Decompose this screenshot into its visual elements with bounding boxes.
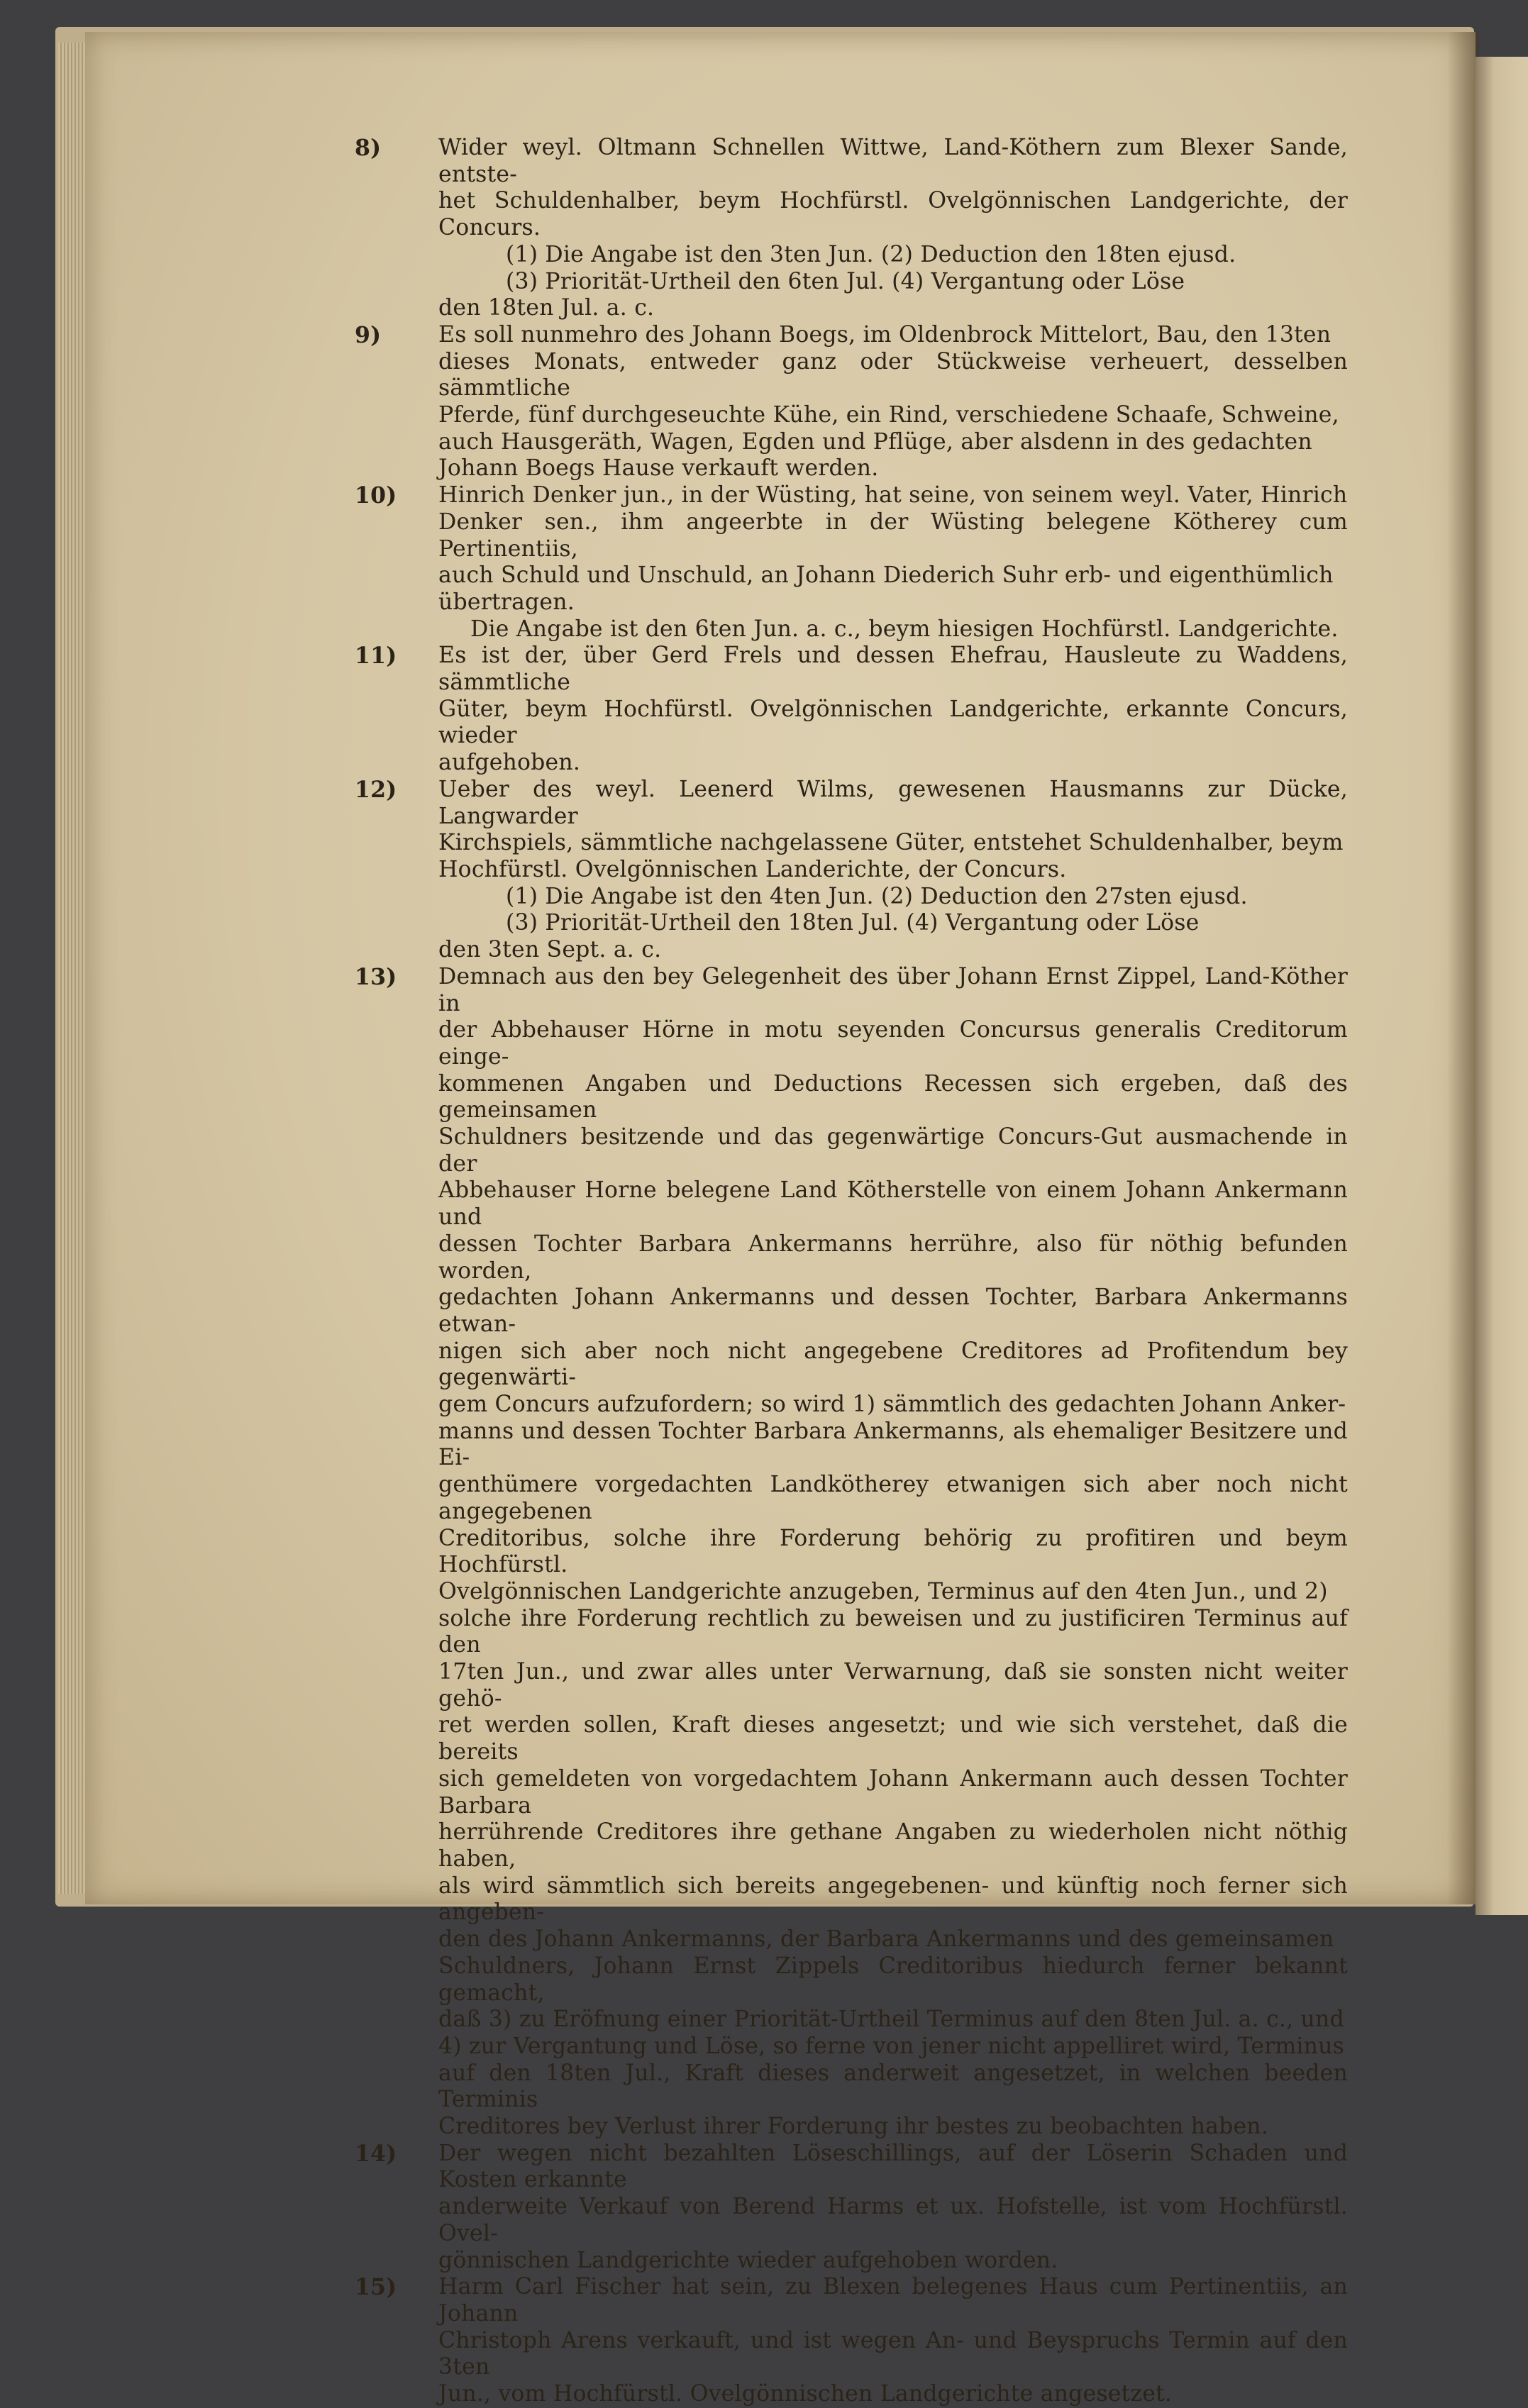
text-line: 17ten Jun., und zwar alles unter Verwarnung, daß sie sonsten nicht weiter gehö-: [438, 1659, 1348, 1711]
text-line: het Schuldenhalber, beym Hochfürstl. Ovelgönnischen Landgerichte, der Concurs.: [438, 188, 1348, 241]
text-line: manns und dessen Tochter Barbara Ankermanns, als ehemaliger Besitzere und Ei-: [438, 1418, 1348, 1471]
text-line: solche ihre Forderung rechtlich zu beweisen und zu justificiren Terminus auf den: [438, 1605, 1348, 1658]
entry-15: [355, 2274, 1348, 2408]
text-line: anderweite Verkauf von Berend Harms et ux. Hofstelle, ist vom Hochfürstl. Ovel-: [438, 2194, 1348, 2246]
text-line: gönnischen Landgerichte wieder aufgehoben worden.: [438, 2247, 1058, 2273]
entry-14: [355, 2141, 1348, 2275]
entry-10: [355, 482, 1348, 643]
text-line: Ovelgönnischen Landgerichte anzugeben, Terminus auf den 4ten Jun., und 2): [438, 1578, 1328, 1604]
text-line: Creditoribus, solche ihre Forderung behörig zu profitiren und beym Hochfürstl.: [438, 1525, 1348, 1578]
text-line: genthümere vorgedachten Landkötherey etwanigen sich aber noch nicht angegebenen: [438, 1472, 1348, 1524]
text-line: gem Concurs aufzufordern; so wird 1) sämmtlich des gedachten Johann Anker-: [438, 1392, 1346, 1418]
text-line: Güter, beym Hochfürstl. Ovelgönnischen Landgerichte, erkannte Concurs, wieder: [438, 696, 1348, 749]
text-line: ret werden sollen, Kraft dieses angesetzt; und wie sich verstehet, daß die bereits: [438, 1712, 1348, 1765]
text-line: Johann Boegs Hause verkauft werden.: [438, 455, 879, 482]
text-line: daß 3) zu Eröfnung einer Priorität-Urtheil Terminus auf den 8ten Jul. a. c., und: [438, 2007, 1344, 2033]
text-line: Demnach aus den bey Gelegenheit des über Johann Ernst Zippel, Land-Köther in: [438, 963, 1348, 1016]
entry-number: 10): [355, 482, 397, 509]
text-line: als wird sämmtlich sich bereits angegebenen- und künftig noch ferner sich angeben-: [438, 1872, 1348, 1926]
book-gutter: [1447, 32, 1479, 1904]
facing-page-edge: [1476, 57, 1528, 1915]
entry-8: [355, 135, 1348, 322]
entry-number: 13): [355, 963, 397, 990]
entry-number: 9): [355, 321, 382, 348]
entry-number: 11): [355, 643, 397, 670]
text-line: (3) Priorität-Urtheil den 6ten Jul. (4) Vergantung oder Löse: [506, 268, 1185, 294]
text-line: herrührende Creditores ihre gethane Angaben zu wiederholen nicht nöthig haben,: [438, 1819, 1348, 1872]
text-line: den des Johann Ankermanns, der Barbara Ankermanns und des gemeinsamen: [438, 1926, 1334, 1953]
text-line: Hochfürstl. Ovelgönnischen Landerichte, der Concurs.: [438, 856, 1067, 882]
text-line: aufgehoben.: [438, 750, 581, 776]
text-line: Creditores bey Verlust ihrer Forderung ihr bestes zu beobachten haben.: [438, 2114, 1269, 2140]
entry-number: 15): [355, 2274, 397, 2301]
text-line: 4) zur Vergantung und Löse, so ferne von jener nicht appelliret wird, Terminus: [438, 2033, 1345, 2059]
text-line: Denker sen., ihm angeerbte in der Wüsting belegene Kötherey cum Pertinentiis,: [438, 509, 1348, 562]
text-line: Es soll nunmehro des Johann Boegs, im Oldenbrock Mittelort, Bau, den 13ten: [438, 321, 1332, 348]
text-line: Jun., vom Hochfürstl. Ovelgönnischen Landgerichte angesetzet.: [438, 2381, 1173, 2407]
text-line: auch Hausgeräth, Wagen, Egden und Pflüge, aber alsdenn in des gedachten: [438, 428, 1312, 455]
text-line: übertragen.: [438, 589, 575, 615]
text-line: Hinrich Denker jun., in der Wüsting, hat seine, von seinem weyl. Vater, Hinrich: [438, 482, 1348, 509]
entry-13: [355, 964, 1348, 2141]
text-line: (3) Priorität-Urtheil den 18ten Jul. (4) Vergantung oder Löse: [506, 910, 1200, 936]
text-line: Der wegen nicht bezahlten Löseschillings, auf der Löserin Schaden und Kosten erkannte: [438, 2140, 1348, 2193]
entry-9: [355, 322, 1348, 482]
text-line: Ueber des weyl. Leenerd Wilms, gewesenen Hausmanns zur Dücke, Langwarder: [438, 776, 1348, 829]
page-stack: [58, 43, 85, 1894]
text-line: nigen sich aber noch nicht angegebene Creditores ad Profitendum bey gegenwärti-: [438, 1338, 1348, 1391]
text-line: Schuldners, Johann Ernst Zippels Creditoribus hiedurch ferner bekannt gemacht,: [438, 1953, 1348, 2006]
text-line: dieses Monats, entweder ganz oder Stückweise verheuert, desselben sämmtliche: [438, 348, 1348, 401]
text-line: auch Schuld und Unschuld, an Johann Diederich Suhr erb- und eigenthümlich: [438, 562, 1334, 589]
text-line: (1) Die Angabe ist den 4ten Jun. (2) Deduction den 27sten ejusd.: [506, 883, 1248, 909]
entry-number: 12): [355, 776, 397, 803]
entry-number: 14): [355, 2140, 397, 2167]
text-line: Wider weyl. Oltmann Schnellen Wittwe, Land-Köthern zum Blexer Sande, entste-: [438, 135, 1348, 187]
text-line: Abbehauser Horne belegene Land Kötherstelle von einem Johann Ankermann und: [438, 1177, 1348, 1231]
text-line: der Abbehauser Hörne in motu seyenden Concursus generalis Creditorum einge-: [438, 1017, 1348, 1070]
text-line: Die Angabe ist den 6ten Jun. a. c., beym hiesigen Hochfürstl. Landgerichte.: [470, 616, 1339, 642]
entry-11: [355, 643, 1348, 777]
text-line: Es ist der, über Gerd Frels und dessen Ehefrau, Hausleute zu Waddens, sämmtliche: [438, 643, 1348, 696]
text-line: den 18ten Jul. a. c.: [438, 295, 655, 321]
text-line: kommenen Angaben und Deductions Recessen sich ergeben, daß des gemeinsamen: [438, 1070, 1348, 1123]
text-line: gedachten Johann Ankermanns und dessen Tochter, Barbara Ankermanns etwan-: [438, 1285, 1348, 1337]
text-line: auf den 18ten Jul., Kraft dieses anderweit angesetzet, in welchen beeden Terminis: [438, 2060, 1348, 2113]
text-line: dessen Tochter Barbara Ankermanns herrühre, also für nöthig befunden worden,: [438, 1231, 1348, 1284]
entry-number: 8): [355, 135, 382, 161]
text-line: (1) Die Angabe ist den 3ten Jun. (2) Deduction den 18ten ejusd.: [506, 241, 1236, 267]
text-line: sich gemeldeten von vorgedachtem Johann Ankermann auch dessen Tochter Barbara: [438, 1765, 1348, 1819]
page-text: [355, 135, 1348, 2408]
text-line: den 3ten Sept. a. c.: [438, 937, 662, 963]
text-line: Schuldners besitzende und das gegenwärtige Concurs-Gut ausmachende in der: [438, 1124, 1348, 1177]
text-line: Christoph Arens verkauft, und ist wegen An- und Beyspruchs Termin auf den 3ten: [438, 2327, 1348, 2380]
text-line: Harm Carl Fischer hat sein, zu Blexen belegenes Haus cum Pertinentiis, an Johann: [438, 2274, 1348, 2326]
text-line: Pferde, fünf durchgeseuchte Kühe, ein Rind, verschiedene Schaafe, Schweine,: [438, 402, 1339, 428]
entry-12: [355, 777, 1348, 964]
text-line: Kirchspiels, sämmtliche nachgelassene Güter, entstehet Schuldenhalber, beym: [438, 830, 1344, 856]
